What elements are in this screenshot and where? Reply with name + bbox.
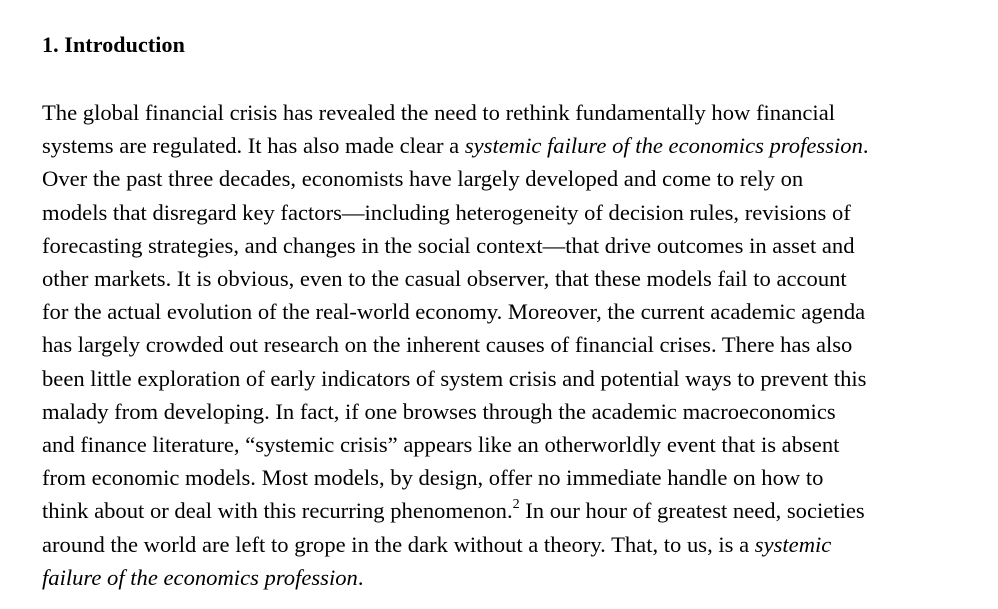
text-run: . xyxy=(357,564,364,590)
emphasized-phrase: systemic xyxy=(754,531,832,557)
section-heading: 1. Introduction xyxy=(42,32,185,57)
paragraph-line xyxy=(42,428,972,461)
emphasized-phrase: failure of the economics profession xyxy=(42,564,358,590)
text-run: forecasting strategies, and changes in the social context—that drive outcomes in asset and xyxy=(42,232,855,258)
document-page xyxy=(42,30,972,594)
paragraph-line xyxy=(42,328,972,361)
text-run: for the actual evolution of the real-world economy. Moreover, the current academic agenda xyxy=(42,299,866,325)
paragraph-line xyxy=(42,162,972,195)
paragraph-line xyxy=(42,229,972,262)
text-run: . xyxy=(862,133,869,159)
paragraph-line xyxy=(42,96,972,129)
text-run: other markets. It is obvious, even to the casual observer, that these models fail to account xyxy=(42,266,847,292)
footnote-marker[interactable]: 2 xyxy=(512,497,520,513)
text-run: systems are regulated. It has also made clear a xyxy=(42,133,465,159)
paragraph-line xyxy=(42,494,972,527)
text-run: malady from developing. In fact, if one browses through the academic macroeconomics xyxy=(42,398,836,424)
paragraph-line xyxy=(42,196,972,229)
text-run: been little exploration of early indicators of system crisis and potential ways to prevent this xyxy=(42,365,867,391)
text-run: has largely crowded out research on the inherent causes of financial crises. There has also xyxy=(42,332,853,358)
text-run: around the world are left to grope in the dark without a theory. That, to us, is a xyxy=(42,531,755,557)
paragraph-line xyxy=(42,561,972,594)
text-run: from economic models. Most models, by design, offer no immediate handle on how to xyxy=(42,465,824,491)
paragraph-line xyxy=(42,528,972,561)
paragraph-line xyxy=(42,295,972,328)
paragraph-line xyxy=(42,262,972,295)
paragraph-line xyxy=(42,461,972,494)
text-run: models that disregard key factors—including heterogeneity of decision rules, revisions of xyxy=(42,199,851,225)
emphasized-phrase: systemic failure of the economics profession xyxy=(464,133,863,159)
introduction-paragraph xyxy=(42,96,972,594)
text-run: Over the past three decades, economists have largely developed and come to rely on xyxy=(42,166,804,192)
paragraph-line xyxy=(42,395,972,428)
text-run: and finance literature, “systemic crisis” appears like an otherworldly event that is absent xyxy=(42,432,840,458)
text-run: The global financial crisis has revealed the need to rethink fundamentally how financial xyxy=(42,100,835,125)
paragraph-line xyxy=(42,362,972,395)
text-run: think about or deal with this recurring phenomenon. xyxy=(42,498,513,524)
text-run: In our hour of greatest need, societies xyxy=(519,498,865,524)
paragraph-line xyxy=(42,129,972,162)
